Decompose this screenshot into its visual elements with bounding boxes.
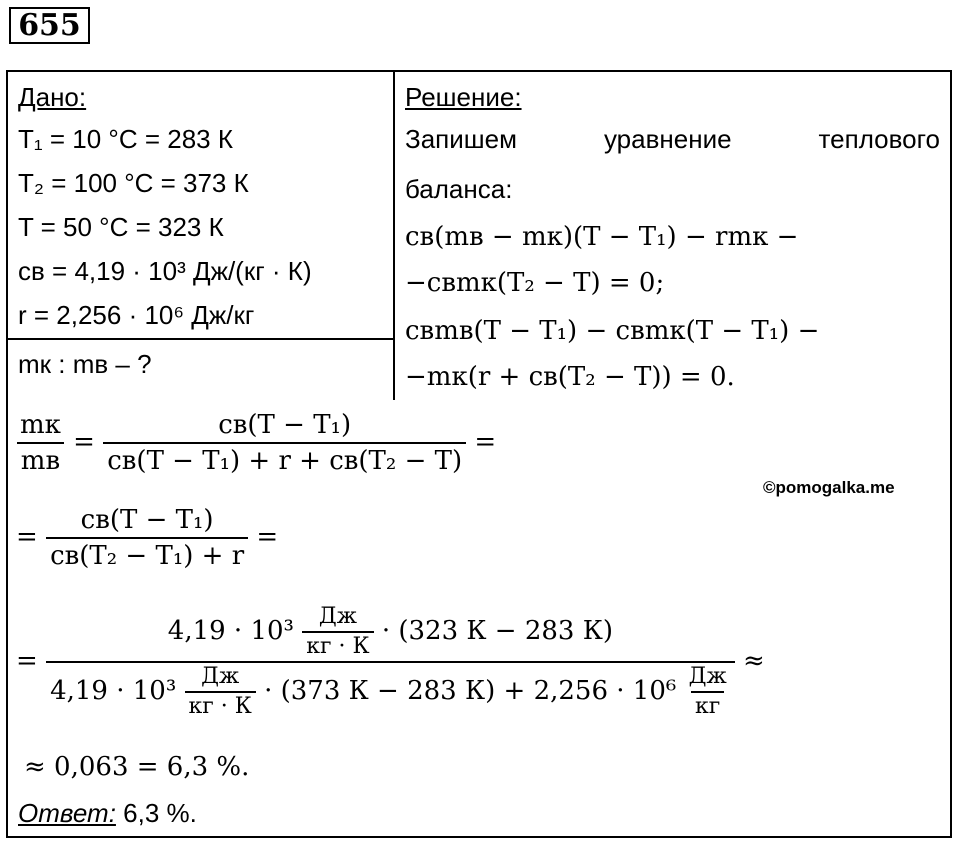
solution-intro-2: баланса:: [405, 174, 513, 204]
numeric-denominator: [46, 661, 735, 719]
answer-line: [18, 798, 197, 828]
equals-sign: =: [256, 522, 279, 552]
problem-number: 655: [9, 7, 90, 44]
fraction-1: [103, 410, 466, 476]
given-line-2: T₂ = 100 °C = 373 К: [18, 168, 249, 198]
unit-bottom: кг · К: [185, 691, 256, 719]
given-line-4: cв = 4,19 · 10³ Дж/(кг · К): [18, 256, 312, 286]
answer-value: 6,3 %.: [123, 798, 197, 828]
unit-fraction: [685, 665, 731, 719]
numeric-numerator-rest: · (323 К − 283 К): [381, 616, 613, 646]
equals-sign: =: [16, 522, 38, 552]
solution-heading: Решение:: [405, 82, 522, 112]
ratio-denominator: mв: [17, 442, 64, 476]
fraction-1-denominator: cв(T − T₁) + r + cв(T₂ − T): [103, 442, 466, 476]
numeric-denominator-rest: · (373 К − 283 К) + 2,256 · 10⁶: [264, 676, 677, 706]
given-divider-horizontal: [6, 338, 395, 340]
equals-sign: =: [16, 646, 38, 676]
equation-1a: cв(mв − mк)(T − T₁) − rmк −: [405, 222, 799, 252]
derivation-step-3: [16, 605, 765, 719]
equation-1b: −cвmк(T₂ − T) = 0;: [405, 268, 665, 298]
numeric-fraction: [46, 605, 735, 719]
numeric-numerator-value: 4,19 · 10³: [167, 616, 294, 646]
equation-2a: cвmв(T − T₁) − cвmк(T − T₁) −: [405, 316, 820, 346]
given-line-5: r = 2,256 · 10⁶ Дж/кг: [18, 300, 255, 330]
ratio-fraction: [16, 410, 65, 476]
unit-fraction: [302, 605, 373, 659]
unit-bottom: кг: [691, 691, 724, 719]
derivation-step-2: [16, 505, 278, 571]
fraction-2-numerator: cв(T − T₁): [80, 505, 214, 535]
watermark: ©pomogalka.me: [763, 478, 895, 497]
unit-top: Дж: [201, 664, 240, 689]
ratio-numerator: mк: [20, 410, 61, 440]
find-line: mк : mв – ?: [18, 349, 152, 379]
given-heading: Дано:: [18, 82, 87, 112]
fraction-1-numerator: cв(T − T₁): [218, 410, 352, 440]
equals-sign: =: [474, 427, 497, 457]
solution-intro-1: Запишем уравнение теплового: [405, 124, 940, 154]
unit-top: Дж: [688, 664, 727, 689]
unit-bottom: кг · К: [302, 631, 373, 659]
unit-top: Дж: [318, 604, 357, 629]
equation-2b: −mк(r + cв(T₂ − T)) = 0.: [405, 362, 735, 392]
numeric-denominator-value: 4,19 · 10³: [50, 676, 177, 706]
fraction-2: [46, 505, 248, 571]
result-line: ≈ 0,063 = 6,3 %.: [24, 752, 250, 782]
derivation-step-1: [16, 410, 496, 476]
approx-sign: ≈: [742, 646, 765, 676]
given-line-3: T = 50 °C = 323 К: [18, 212, 224, 242]
given-divider-vertical: [393, 70, 395, 400]
equals-sign: =: [73, 427, 95, 457]
numeric-numerator: [164, 605, 617, 661]
unit-fraction: [185, 665, 256, 719]
given-line-1: T₁ = 10 °C = 283 К: [18, 124, 233, 154]
fraction-2-denominator: cв(T₂ − T₁) + r: [46, 537, 248, 571]
answer-label: Ответ:: [18, 798, 116, 828]
